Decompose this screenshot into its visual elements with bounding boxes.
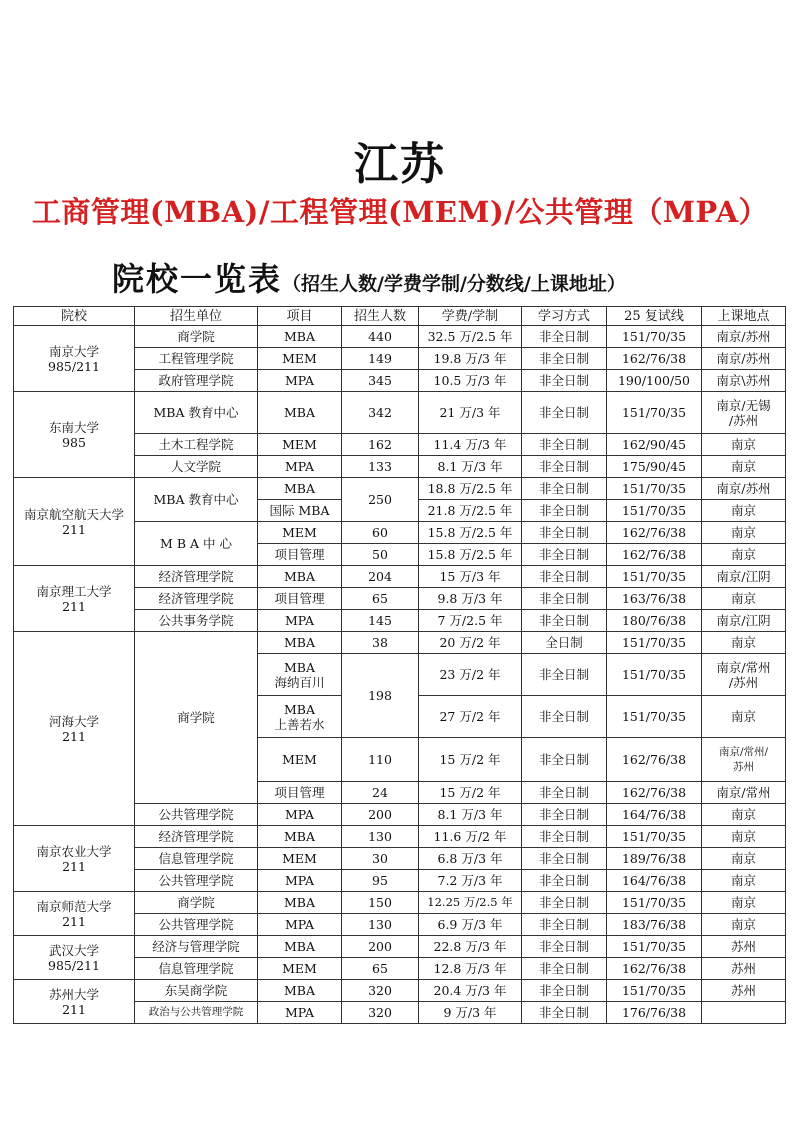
table-cell: 6.8 万/3 年 — [419, 848, 522, 870]
table-cell: 151/70/35 — [607, 478, 702, 500]
table-cell: 南京 — [702, 804, 786, 826]
table-cell: 24 — [342, 782, 419, 804]
table-cell: MPA — [258, 610, 342, 632]
table-cell: MBA 海纳百川 — [258, 654, 342, 696]
table-cell: 南京/苏州 — [702, 478, 786, 500]
table-cell: MBA — [258, 980, 342, 1002]
table-cell: 苏州 — [702, 936, 786, 958]
table-cell: 151/70/35 — [607, 892, 702, 914]
table-cell: 20 万/2 年 — [419, 632, 522, 654]
table-cell: 项目管理 — [258, 782, 342, 804]
table-cell: 200 — [342, 804, 419, 826]
table-cell: 南京/常州 /苏州 — [702, 654, 786, 696]
table-cell: 151/70/35 — [607, 632, 702, 654]
table-cell: 20.4 万/3 年 — [419, 980, 522, 1002]
table-cell: 非全日制 — [522, 588, 607, 610]
table-cell: 15 万/2 年 — [419, 782, 522, 804]
table-cell: 21 万/3 年 — [419, 392, 522, 434]
table-cell: 8.1 万/3 年 — [419, 804, 522, 826]
table-cell: 南京 — [702, 434, 786, 456]
table-cell: 162/76/38 — [607, 348, 702, 370]
table-cell: 非全日制 — [522, 456, 607, 478]
table-row — [14, 566, 786, 588]
table-cell: 30 — [342, 848, 419, 870]
page-subtitle: 工商管理(MBA)/工程管理(MEM)/公共管理（MPA） — [31, 195, 769, 229]
table-cell: 南京 — [702, 870, 786, 892]
table-cell: 公共事务学院 — [135, 610, 258, 632]
table-row — [14, 892, 786, 914]
table-cell: 200 — [342, 936, 419, 958]
header-cell: 25 复试线 — [607, 307, 702, 326]
table-cell: 非全日制 — [522, 478, 607, 500]
table-cell: 38 — [342, 632, 419, 654]
table-row — [14, 478, 786, 500]
table-cell: 8.1 万/3 年 — [419, 456, 522, 478]
table-cell: MBA — [258, 892, 342, 914]
table-cell: 苏州 — [702, 958, 786, 980]
table-cell: 商学院 — [135, 326, 258, 348]
table-cell: 164/76/38 — [607, 870, 702, 892]
table-cell: 180/76/38 — [607, 610, 702, 632]
table-cell: 162/76/38 — [607, 738, 702, 782]
table-cell: 人文学院 — [135, 456, 258, 478]
table-cell: 133 — [342, 456, 419, 478]
header-cell: 学费/学制 — [419, 307, 522, 326]
table-cell: 非全日制 — [522, 566, 607, 588]
table-heading-sub: （招生人数/学费学制/分数线/上课地址） — [282, 273, 626, 295]
table-cell: 163/76/38 — [607, 588, 702, 610]
table-cell: 非全日制 — [522, 522, 607, 544]
table-cell: 南京/苏州 — [702, 348, 786, 370]
table-cell: 非全日制 — [522, 936, 607, 958]
table-cell: 苏州大学 211 — [14, 980, 135, 1024]
table-cell: 东吴商学院 — [135, 980, 258, 1002]
header-cell: 项目 — [258, 307, 342, 326]
table-cell: 175/90/45 — [607, 456, 702, 478]
table-row — [14, 980, 786, 1002]
table-cell: 162/76/38 — [607, 958, 702, 980]
table-cell: 320 — [342, 980, 419, 1002]
table-cell: 非全日制 — [522, 544, 607, 566]
table-cell: 15 万/3 年 — [419, 566, 522, 588]
table-cell: 250 — [342, 478, 419, 522]
table-cell: 南京农业大学 211 — [14, 826, 135, 892]
table-cell: MPA — [258, 456, 342, 478]
header-cell: 院校 — [14, 307, 135, 326]
table-cell: 23 万/2 年 — [419, 654, 522, 696]
table-cell: 50 — [342, 544, 419, 566]
table-cell: MBA 上善若水 — [258, 696, 342, 738]
table-cell: 11.4 万/3 年 — [419, 434, 522, 456]
table-cell: 河海大学 211 — [14, 632, 135, 826]
table-cell: 非全日制 — [522, 434, 607, 456]
table-cell: 18.8 万/2.5 年 — [419, 478, 522, 500]
table-cell: 商学院 — [135, 632, 258, 804]
table-cell: 151/70/35 — [607, 500, 702, 522]
table-cell: 非全日制 — [522, 348, 607, 370]
table-cell: 南京理工大学 211 — [14, 566, 135, 632]
table-cell: 9 万/3 年 — [419, 1002, 522, 1024]
table-cell: 政府管理学院 — [135, 370, 258, 392]
table-cell: 南京/常州/ 苏州 — [702, 738, 786, 782]
header-cell: 上课地点 — [702, 307, 786, 326]
table-cell: 南京/江阴 — [702, 610, 786, 632]
table-row — [14, 392, 786, 434]
table-cell: 15.8 万/2.5 年 — [419, 522, 522, 544]
table-cell: 190/100/50 — [607, 370, 702, 392]
table-cell: 非全日制 — [522, 654, 607, 696]
table-cell: MEM — [258, 522, 342, 544]
table-cell: 10.5 万/3 年 — [419, 370, 522, 392]
header-cell: 招生单位 — [135, 307, 258, 326]
table-cell: 苏州 — [702, 980, 786, 1002]
table-cell: 非全日制 — [522, 738, 607, 782]
header-cell: 招生人数 — [342, 307, 419, 326]
table-cell: MBA — [258, 478, 342, 500]
table-cell: 非全日制 — [522, 1002, 607, 1024]
table-cell: 南京 — [702, 544, 786, 566]
table-cell: 198 — [342, 654, 419, 738]
table-cell: 非全日制 — [522, 392, 607, 434]
header-cell: 学习方式 — [522, 307, 607, 326]
table-cell: 公共管理学院 — [135, 914, 258, 936]
table-cell: 15.8 万/2.5 年 — [419, 544, 522, 566]
table-cell: 19.8 万/3 年 — [419, 348, 522, 370]
table-cell: 130 — [342, 826, 419, 848]
table-cell: 12.8 万/3 年 — [419, 958, 522, 980]
table-cell: 11.6 万/2 年 — [419, 826, 522, 848]
table-cell: 非全日制 — [522, 870, 607, 892]
table-header-row — [14, 307, 786, 326]
table-cell: 151/70/35 — [607, 392, 702, 434]
table-cell: 南京 — [702, 848, 786, 870]
table-row — [14, 632, 786, 654]
table-cell: 非全日制 — [522, 980, 607, 1002]
table-cell: MBA — [258, 392, 342, 434]
table-cell: 非全日制 — [522, 892, 607, 914]
table-cell: 南京/江阴 — [702, 566, 786, 588]
table-cell: 东南大学 985 — [14, 392, 135, 478]
table-cell: 7.2 万/3 年 — [419, 870, 522, 892]
table-cell: 全日制 — [522, 632, 607, 654]
table-cell: 151/70/35 — [607, 980, 702, 1002]
table-cell: 非全日制 — [522, 696, 607, 738]
table-cell: 151/70/35 — [607, 654, 702, 696]
table-cell: 非全日制 — [522, 804, 607, 826]
table-cell: 南京 — [702, 892, 786, 914]
table-cell: 162/76/38 — [607, 782, 702, 804]
table-cell: 商学院 — [135, 892, 258, 914]
table-cell: 145 — [342, 610, 419, 632]
table-cell: 65 — [342, 958, 419, 980]
table-cell: MEM — [258, 348, 342, 370]
table-cell: 政治与公共管理学院 — [135, 1002, 258, 1024]
table-cell: M B A 中 心 — [135, 522, 258, 566]
table-cell: 公共管理学院 — [135, 870, 258, 892]
table-cell: 南京/苏州 — [702, 326, 786, 348]
table-cell: 6.9 万/3 年 — [419, 914, 522, 936]
table-cell: 经济管理学院 — [135, 588, 258, 610]
table-cell: 非全日制 — [522, 610, 607, 632]
table-row — [14, 326, 786, 348]
table-cell: 204 — [342, 566, 419, 588]
table-cell: 150 — [342, 892, 419, 914]
table-cell: 162/76/38 — [607, 544, 702, 566]
table-cell: 南京/无锡 /苏州 — [702, 392, 786, 434]
table-cell: MEM — [258, 738, 342, 782]
table-cell: 南京 — [702, 500, 786, 522]
table-cell: 162 — [342, 434, 419, 456]
table-cell: 21.8 万/2.5 年 — [419, 500, 522, 522]
table-cell: 南京 — [702, 914, 786, 936]
table-row — [14, 826, 786, 848]
table-cell: 149 — [342, 348, 419, 370]
table-cell: 非全日制 — [522, 782, 607, 804]
table-cell: 国际 MBA — [258, 500, 342, 522]
table-cell: MBA — [258, 566, 342, 588]
table-cell: 183/76/38 — [607, 914, 702, 936]
table-cell: 32.5 万/2.5 年 — [419, 326, 522, 348]
table-cell: 非全日制 — [522, 370, 607, 392]
table-cell: 9.8 万/3 年 — [419, 588, 522, 610]
table-cell: 非全日制 — [522, 914, 607, 936]
table-cell: MPA — [258, 870, 342, 892]
table-cell: 345 — [342, 370, 419, 392]
table-cell: 南京师范大学 211 — [14, 892, 135, 936]
table-heading-main: 院校一览表 — [112, 260, 283, 298]
table-cell: 土木工程学院 — [135, 434, 258, 456]
table-cell: 非全日制 — [522, 958, 607, 980]
table-cell: 信息管理学院 — [135, 958, 258, 980]
page-title: 江苏 — [354, 139, 446, 190]
table-cell: MBA — [258, 632, 342, 654]
table-cell: 60 — [342, 522, 419, 544]
table-cell: 南京 — [702, 826, 786, 848]
table-cell: 15 万/2 年 — [419, 738, 522, 782]
table-cell: 非全日制 — [522, 326, 607, 348]
table-cell: 南京 — [702, 522, 786, 544]
table-cell: 南京 — [702, 632, 786, 654]
table-cell: 工程管理学院 — [135, 348, 258, 370]
table-cell: 440 — [342, 326, 419, 348]
table-cell: 信息管理学院 — [135, 848, 258, 870]
table-cell: MBA — [258, 936, 342, 958]
table-cell: 65 — [342, 588, 419, 610]
table-cell: 项目管理 — [258, 588, 342, 610]
table-cell: 22.8 万/3 年 — [419, 936, 522, 958]
table-cell: MBA 教育中心 — [135, 478, 258, 522]
table-cell: 27 万/2 年 — [419, 696, 522, 738]
table-cell: 151/70/35 — [607, 696, 702, 738]
table-cell: MEM — [258, 434, 342, 456]
table-heading — [112, 254, 626, 300]
table-cell: MBA — [258, 326, 342, 348]
school-table — [13, 306, 786, 1024]
table-cell: 95 — [342, 870, 419, 892]
table-cell: MPA — [258, 914, 342, 936]
table-cell: 经济管理学院 — [135, 566, 258, 588]
table-cell: MPA — [258, 804, 342, 826]
table-cell: 南京\苏州 — [702, 370, 786, 392]
table-cell: 151/70/35 — [607, 566, 702, 588]
table-cell: 南京航空航天大学 211 — [14, 478, 135, 566]
table-cell: MBA — [258, 826, 342, 848]
table-cell: 项目管理 — [258, 544, 342, 566]
table-cell: 342 — [342, 392, 419, 434]
table-cell: MEM — [258, 958, 342, 980]
table-cell: 公共管理学院 — [135, 804, 258, 826]
table-cell: 经济管理学院 — [135, 826, 258, 848]
table-cell: 武汉大学 985/211 — [14, 936, 135, 980]
table-cell: MBA 教育中心 — [135, 392, 258, 434]
table-cell: 151/70/35 — [607, 826, 702, 848]
table-cell: 南京 — [702, 456, 786, 478]
table-cell: 110 — [342, 738, 419, 782]
table-cell: 经济与管理学院 — [135, 936, 258, 958]
table-cell: 176/76/38 — [607, 1002, 702, 1024]
table-cell: 南京/常州 — [702, 782, 786, 804]
table-cell: 320 — [342, 1002, 419, 1024]
table-cell: 南京大学 985/211 — [14, 326, 135, 392]
table-cell: 非全日制 — [522, 500, 607, 522]
table-cell: 南京 — [702, 588, 786, 610]
table-cell: 164/76/38 — [607, 804, 702, 826]
table-cell: 7 万/2.5 年 — [419, 610, 522, 632]
table-cell: 151/70/35 — [607, 326, 702, 348]
table-cell: 130 — [342, 914, 419, 936]
table-cell: 12.25 万/2.5 年 — [419, 892, 522, 914]
table-cell — [702, 1002, 786, 1024]
table-cell: 非全日制 — [522, 826, 607, 848]
table-cell: MPA — [258, 370, 342, 392]
table-row — [14, 936, 786, 958]
table-cell: 南京 — [702, 696, 786, 738]
table-cell: MPA — [258, 1002, 342, 1024]
table-cell: 151/70/35 — [607, 936, 702, 958]
table-cell: MEM — [258, 848, 342, 870]
table-cell: 162/76/38 — [607, 522, 702, 544]
table-cell: 162/90/45 — [607, 434, 702, 456]
table-cell: 189/76/38 — [607, 848, 702, 870]
table-cell: 非全日制 — [522, 848, 607, 870]
